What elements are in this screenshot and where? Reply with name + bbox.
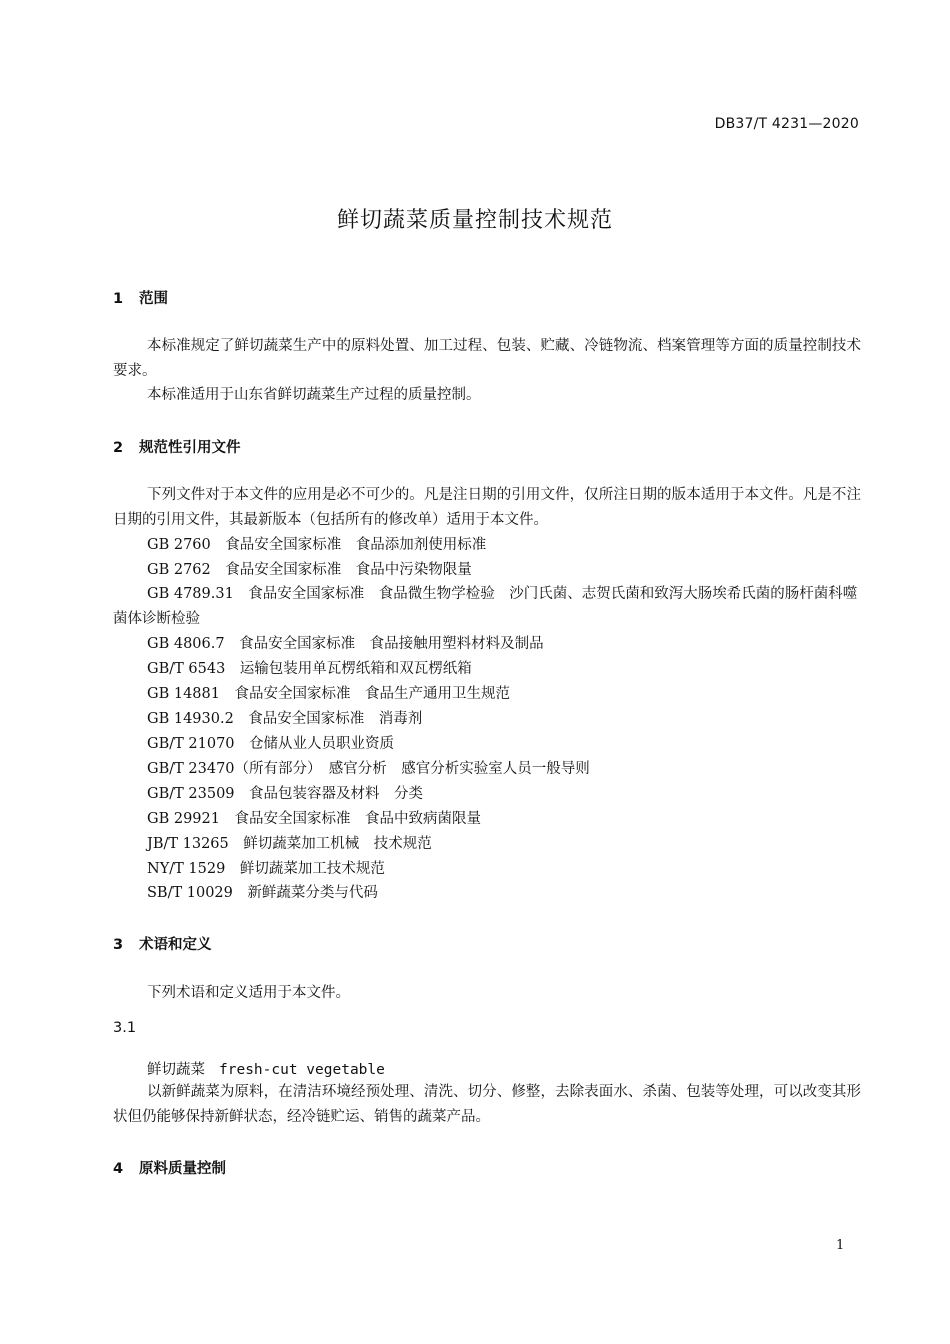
term-english: fresh-cut vegetable — [219, 1062, 385, 1078]
term-chinese: 鲜切蔬菜 — [147, 1062, 205, 1078]
document-title: 鲜切蔬菜质量控制技术规范 — [336, 208, 613, 233]
section-number: 3 — [113, 937, 124, 953]
reference-item: GB 14930.2 食品安全国家标准 消毒剂 — [147, 711, 423, 727]
reference-item: GB 4789.31 食品安全国家标准 食品微生物学检验 沙门氏菌、志贺氏菌和致泻大肠埃希氏菌的肠杆菌科噬菌体诊断检验 — [113, 586, 858, 627]
term-entry — [147, 1058, 385, 1079]
reference-item: GB 2760 食品安全国家标准 食品添加剂使用标准 — [147, 537, 487, 553]
section-heading-raw-material — [113, 1157, 226, 1178]
section-title: 原料质量控制 — [139, 1161, 226, 1177]
section-heading-terms — [113, 933, 212, 954]
reference-item: GB/T 21070 仓储从业人员职业资质 — [147, 736, 395, 752]
section-number: 1 — [113, 291, 124, 307]
reference-item: GB 14881 食品安全国家标准 食品生产通用卫生规范 — [147, 686, 510, 702]
section-number: 4 — [113, 1161, 124, 1177]
reference-item: GB/T 6543 运输包装用单瓦楞纸箱和双瓦楞纸箱 — [147, 661, 472, 677]
reference-item: GB 2762 食品安全国家标准 食品中污染物限量 — [147, 562, 472, 578]
section-title: 范围 — [139, 291, 168, 307]
section-number: 2 — [113, 440, 124, 456]
reference-item: GB/T 23509 食品包装容器及材料 分类 — [147, 786, 424, 802]
reference-item: GB/T 23470（所有部分） 感官分析 感官分析实验室人员一般导则 — [147, 761, 590, 777]
reference-item: GB 4806.7 食品安全国家标准 食品接触用塑料材料及制品 — [147, 636, 544, 652]
paragraph: 本标准规定了鲜切蔬菜生产中的原料处置、加工过程、包装、贮藏、冷链物流、档案管理等方面的质量控制技术要求。 — [113, 338, 861, 379]
reference-item: NY/T 1529 鲜切蔬菜加工技术规范 — [147, 861, 385, 877]
reference-item: GB 29921 食品安全国家标准 食品中致病菌限量 — [147, 811, 481, 827]
section-title: 术语和定义 — [139, 937, 212, 953]
subsection-number: 3.1 — [113, 1020, 137, 1036]
section-heading-scope — [113, 287, 168, 308]
paragraph: 下列文件对于本文件的应用是必不可少的。凡是注日期的引用文件，仅所注日期的版本适用于本文件。凡是不注日期的引用文件，其最新版本（包括所有的修改单）适用于本文件。 — [113, 487, 861, 528]
reference-item: JB/T 13265 鲜切蔬菜加工机械 技术规范 — [147, 836, 432, 852]
section-heading-normative-references — [113, 436, 241, 457]
paragraph: 本标准适用于山东省鲜切蔬菜生产过程的质量控制。 — [147, 387, 481, 403]
standard-code: DB37/T 4231—2020 — [714, 116, 859, 132]
reference-item: SB/T 10029 新鲜蔬菜分类与代码 — [147, 885, 378, 901]
page-number: 1 — [836, 1238, 845, 1253]
section-title: 规范性引用文件 — [139, 440, 241, 456]
paragraph: 下列术语和定义适用于本文件。 — [147, 985, 350, 1001]
term-definition: 以新鲜蔬菜为原料，在清洁环境经预处理、清洗、切分、修整，去除表面水、杀菌、包装等处理，可以改变其形状但仍能够保持新鲜状态，经冷链贮运、销售的蔬菜产品。 — [113, 1084, 861, 1125]
